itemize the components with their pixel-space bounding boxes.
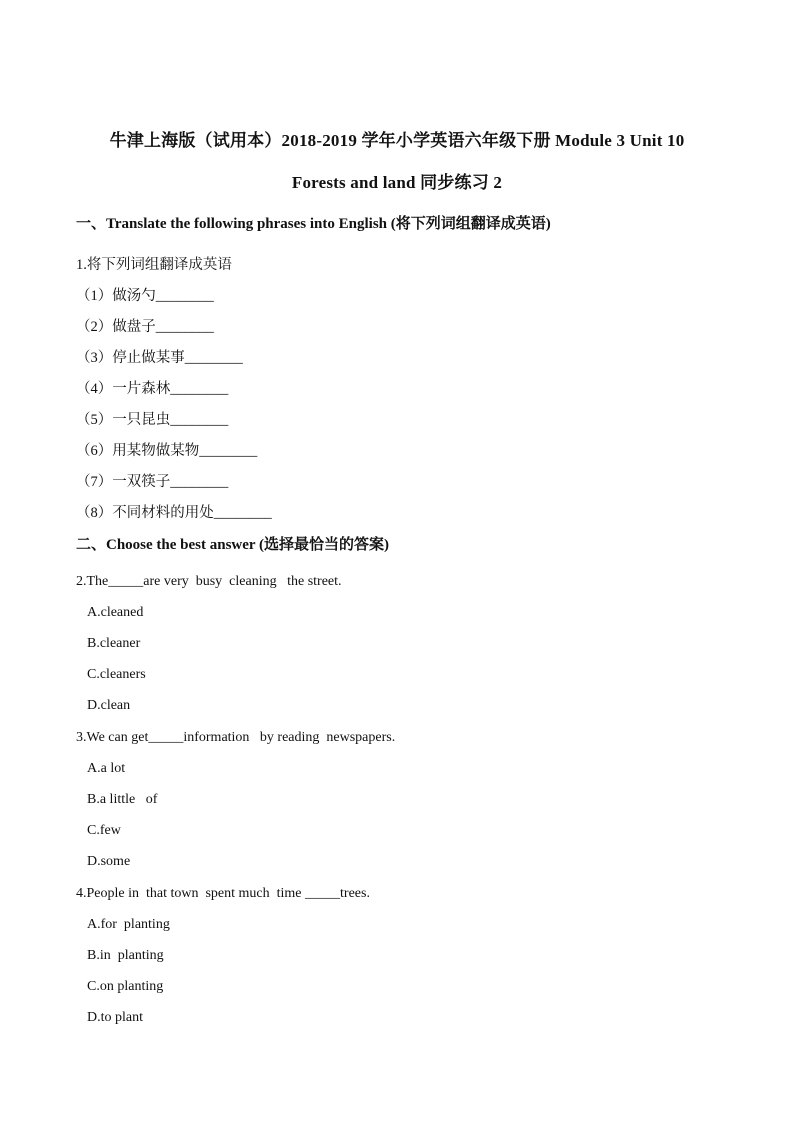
question-3-option-d: D.some: [87, 854, 131, 869]
question-4-option-d: D.to plant: [87, 1010, 143, 1025]
section-heading-choose: 二、Choose the best answer (选择最恰当的答案): [76, 537, 390, 553]
section-heading-translate: 一、Translate the following phrases into English (将下列词组翻译成英语): [76, 216, 551, 232]
question-2-option-c: C.cleaners: [87, 667, 146, 682]
question-4-option-a: A.for planting: [87, 917, 170, 932]
question-2-option-d: D.clean: [87, 698, 131, 713]
question-4-option-b: B.in planting: [87, 948, 164, 963]
phrase-item: （1）做汤勺________: [76, 288, 214, 304]
question-2-option-a: A.cleaned: [87, 605, 144, 620]
phrase-item: （2）做盘子________: [76, 319, 214, 335]
phrase-item: （6）用某物做某物________: [76, 443, 258, 459]
question-4-option-c: C.on planting: [87, 979, 164, 994]
question-3-option-a: A.a lot: [87, 761, 126, 776]
question-3-option-b: B.a little of: [87, 792, 158, 807]
document-title-line1: 牛津上海版（试用本）2018-2019 学年小学英语六年级下册 Module 3 Unit 10: [109, 131, 685, 150]
question-1-stem: 1.将下列词组翻译成英语: [76, 257, 232, 273]
question-2-stem: 2.The_____are very busy cleaning the street.: [76, 574, 342, 589]
phrase-item: （5）一只昆虫________: [76, 412, 229, 428]
phrase-item: （4）一片森林________: [76, 381, 229, 397]
question-3-stem: 3.We can get_____information by reading newspapers.: [76, 730, 396, 745]
phrase-item: （8）不同材料的用处________: [76, 505, 272, 521]
question-3-option-c: C.few: [87, 823, 121, 838]
question-4-stem: 4.People in that town spent much time _____trees.: [76, 886, 370, 901]
phrase-item: （7）一双筷子________: [76, 474, 229, 490]
question-2-option-b: B.cleaner: [87, 636, 141, 651]
document-title-line2: Forests and land 同步练习 2: [291, 173, 503, 192]
phrase-item: （3）停止做某事________: [76, 350, 243, 366]
